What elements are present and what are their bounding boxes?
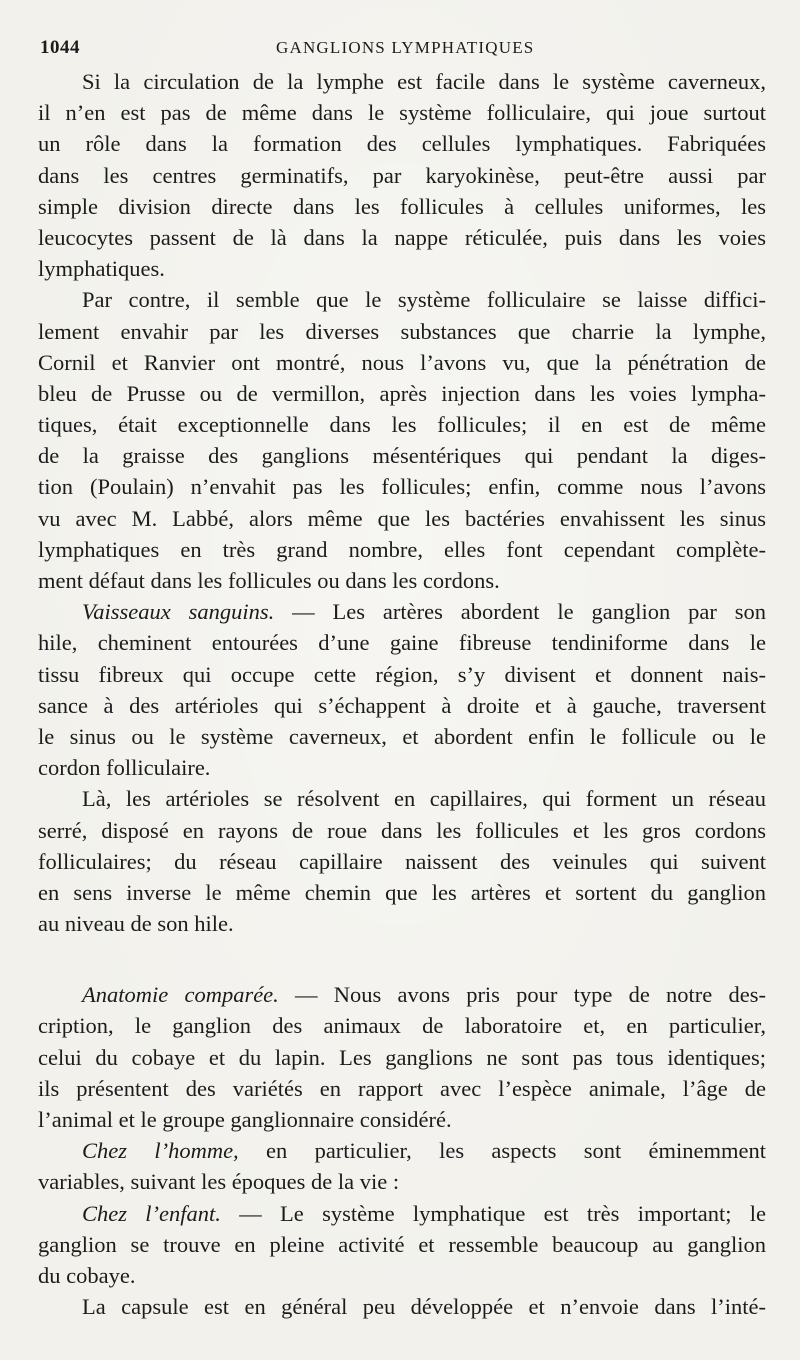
text-line: cription, le ganglion des animaux de laboratoire et, en particulier, — [38, 1013, 766, 1039]
text-line: folliculaires; du réseau capillaire naissent des veinules qui suivent — [38, 848, 766, 874]
text-line: ils présentent des variétés en rapport avec l’espèce animale, l’âge de — [38, 1075, 766, 1101]
text-line: ment défaut dans les follicules ou dans les cordons. — [38, 568, 500, 593]
text-line: vu avec M. Labbé, alors même que les bactéries envahissent les sinus — [38, 505, 766, 531]
text-line: simple division directe dans les follicules à cellules uniformes, les — [38, 193, 766, 219]
text-line: lymphatiques en très grand nombre, elles font cependant complète- — [38, 536, 766, 562]
text-line: tion (Poulain) n’envahit pas les follicules; enfin, comme nous l’avons — [38, 474, 766, 500]
text-line: Si la circulation de la lymphe est facile dans le système caverneux, — [82, 69, 766, 94]
paragraph — [38, 1291, 766, 1322]
text-line: Là, les artérioles se résolvent en capillaires, qui forment un réseau — [82, 786, 766, 812]
text-line: hile, cheminent entourées d’une gaine fibreuse tendiniforme dans le — [38, 630, 766, 656]
text-line: lymphatiques. — [38, 256, 165, 282]
text-run: — Les artères abordent le ganglion par son — [274, 599, 766, 625]
text-line: sance à des artérioles qui s’échappent à droite et à gauche, traversent — [38, 692, 766, 718]
text-line: le sinus ou le système caverneux, et abordent enfin le follicule ou le — [38, 723, 766, 749]
section-heading: Vaisseaux sanguins. — [82, 599, 275, 625]
text-line: tissu fibreux qui occupe cette région, s’y divisent et donnent nais- — [38, 661, 766, 687]
text-line — [38, 596, 766, 627]
paragraph — [38, 596, 766, 783]
text-run: — Le système lymphatique est très important; le — [220, 1200, 767, 1226]
text-line: tiques, était exceptionnelle dans les follicules; il en est de même — [38, 412, 766, 438]
paragraph — [38, 66, 766, 284]
text-line: variables, suivant les époques de la vie : — [38, 1169, 400, 1195]
text-line: leucocytes passent de là dans la nappe réticulée, puis dans les voies — [38, 224, 766, 250]
paragraph — [38, 1198, 766, 1292]
section-heading: Chez l’enfant. — [82, 1200, 221, 1226]
text-line — [38, 979, 766, 1010]
paragraph — [38, 979, 766, 1135]
text-line: bleu de Prusse ou de vermillon, après injection dans les voies lympha- — [38, 380, 766, 406]
text-run: — Nous avons pris pour type de notre des- — [278, 982, 766, 1008]
text-line: lement envahir par les diverses substances que charrie la lymphe, — [38, 318, 766, 344]
page-number: 1044 — [40, 37, 80, 58]
text-line: il n’en est pas de même dans le système folliculaire, qui joue surtout — [38, 100, 766, 126]
body-text — [38, 66, 766, 1322]
text-line: du cobaye. — [38, 1262, 136, 1288]
section-gap — [38, 939, 766, 979]
text-line: serré, disposé en rayons de roue dans les follicules et les gros cordons — [38, 817, 766, 843]
running-head: GANGLIONS LYMPHATIQUES — [276, 38, 535, 57]
text-line: l’animal et le groupe ganglionnaire considéré. — [38, 1107, 452, 1132]
text-line: cordon folliculaire. — [38, 755, 211, 781]
text-run: en particulier, les aspects sont éminemment — [238, 1138, 766, 1164]
text-line: Par contre, il semble que le système folliculaire se laisse diffici- — [82, 287, 766, 313]
section-heading: Anatomie comparée. — [82, 982, 279, 1008]
text-line — [38, 1135, 766, 1166]
text-line: au niveau de son hile. — [38, 911, 234, 937]
text-line: Cornil et Ranvier ont montré, nous l’avons vu, que la pénétration de — [38, 349, 766, 375]
text-line — [38, 1198, 766, 1229]
paragraph — [38, 1135, 766, 1197]
text-line: de la graisse des ganglions mésentériques qui pendant la diges- — [38, 443, 766, 469]
section-heading: Chez l’homme, — [82, 1138, 239, 1164]
text-line: La capsule est en général peu développée et n’envoie dans l’inté- — [82, 1294, 766, 1320]
text-line: ganglion se trouve en pleine activité et ressemble beaucoup au ganglion — [38, 1231, 766, 1257]
text-line: un rôle dans la formation des cellules lymphatiques. Fabriquées — [38, 131, 766, 157]
text-line: en sens inverse le même chemin que les artères et sortent du ganglion — [38, 879, 766, 905]
text-line: celui du cobaye et du lapin. Les ganglions ne sont pas tous identiques; — [38, 1044, 766, 1070]
text-line: dans les centres germinatifs, par karyokinèse, peut-être aussi par — [38, 162, 766, 188]
paragraph — [38, 783, 766, 939]
paragraph — [38, 284, 766, 596]
